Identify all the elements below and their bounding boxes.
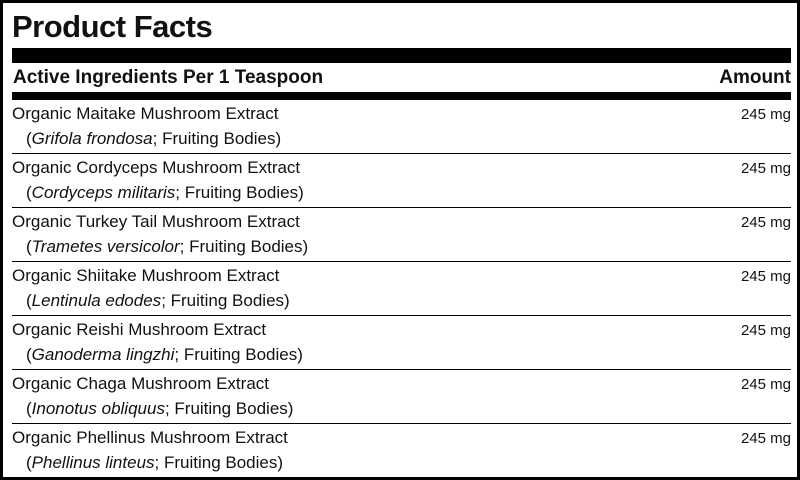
species-name: Grifola frondosa bbox=[31, 129, 153, 148]
ingredient-row bbox=[12, 208, 791, 262]
ingredient-source: (Cordyceps militaris; Fruiting Bodies) bbox=[26, 183, 304, 202]
ingredient-source: (Grifola frondosa; Fruiting Bodies) bbox=[26, 129, 282, 148]
species-name: Inonotus obliquus bbox=[31, 399, 165, 418]
ingredients-header: Active Ingredients Per 1 Teaspoon bbox=[13, 67, 324, 88]
ingredient-name: Organic Chaga Mushroom Extract bbox=[12, 374, 269, 393]
ingredient-name: Organic Cordyceps Mushroom Extract bbox=[12, 158, 301, 177]
ingredient-row bbox=[12, 262, 791, 316]
amount-header: Amount bbox=[719, 67, 791, 88]
top-divider-bar bbox=[12, 48, 791, 63]
ingredient-name: Organic Maitake Mushroom Extract bbox=[12, 104, 279, 123]
ingredient-source: (Ganoderma lingzhi; Fruiting Bodies) bbox=[26, 345, 303, 364]
ingredient-name: Organic Phellinus Mushroom Extract bbox=[12, 428, 288, 447]
ingredient-source: (Trametes versicolor; Fruiting Bodies) bbox=[26, 237, 309, 256]
species-name: Lentinula edodes bbox=[31, 291, 162, 310]
ingredient-name: Organic Reishi Mushroom Extract bbox=[12, 320, 267, 339]
ingredient-amount: 245 mg bbox=[740, 214, 791, 231]
ingredient-name: Organic Turkey Tail Mushroom Extract bbox=[12, 212, 300, 231]
panel-title: Product Facts bbox=[12, 9, 213, 44]
ingredient-amount: 245 mg bbox=[740, 430, 791, 447]
ingredient-amount: 245 mg bbox=[740, 376, 791, 393]
ingredient-row bbox=[12, 154, 791, 208]
ingredient-amount: 245 mg bbox=[740, 322, 791, 339]
ingredient-source: (Inonotus obliquus; Fruiting Bodies) bbox=[26, 399, 294, 418]
ingredient-amount: 245 mg bbox=[740, 106, 791, 123]
ingredients-list bbox=[12, 100, 791, 478]
species-name: Trametes versicolor bbox=[31, 237, 180, 256]
ingredient-row bbox=[12, 370, 791, 424]
ingredient-row bbox=[12, 316, 791, 370]
ingredient-amount: 245 mg bbox=[740, 268, 791, 285]
ingredient-row bbox=[12, 100, 791, 154]
species-name: Phellinus linteus bbox=[31, 453, 155, 472]
ingredient-row bbox=[12, 424, 791, 478]
species-name: Cordyceps militaris bbox=[31, 183, 176, 202]
ingredient-name: Organic Shiitake Mushroom Extract bbox=[12, 266, 280, 285]
header-row bbox=[12, 63, 791, 92]
ingredient-source: (Phellinus linteus; Fruiting Bodies) bbox=[26, 453, 284, 472]
ingredient-source: (Lentinula edodes; Fruiting Bodies) bbox=[26, 291, 290, 310]
species-name: Ganoderma lingzhi bbox=[31, 345, 175, 364]
ingredient-amount: 245 mg bbox=[740, 160, 791, 177]
header-divider-bar bbox=[12, 92, 791, 100]
